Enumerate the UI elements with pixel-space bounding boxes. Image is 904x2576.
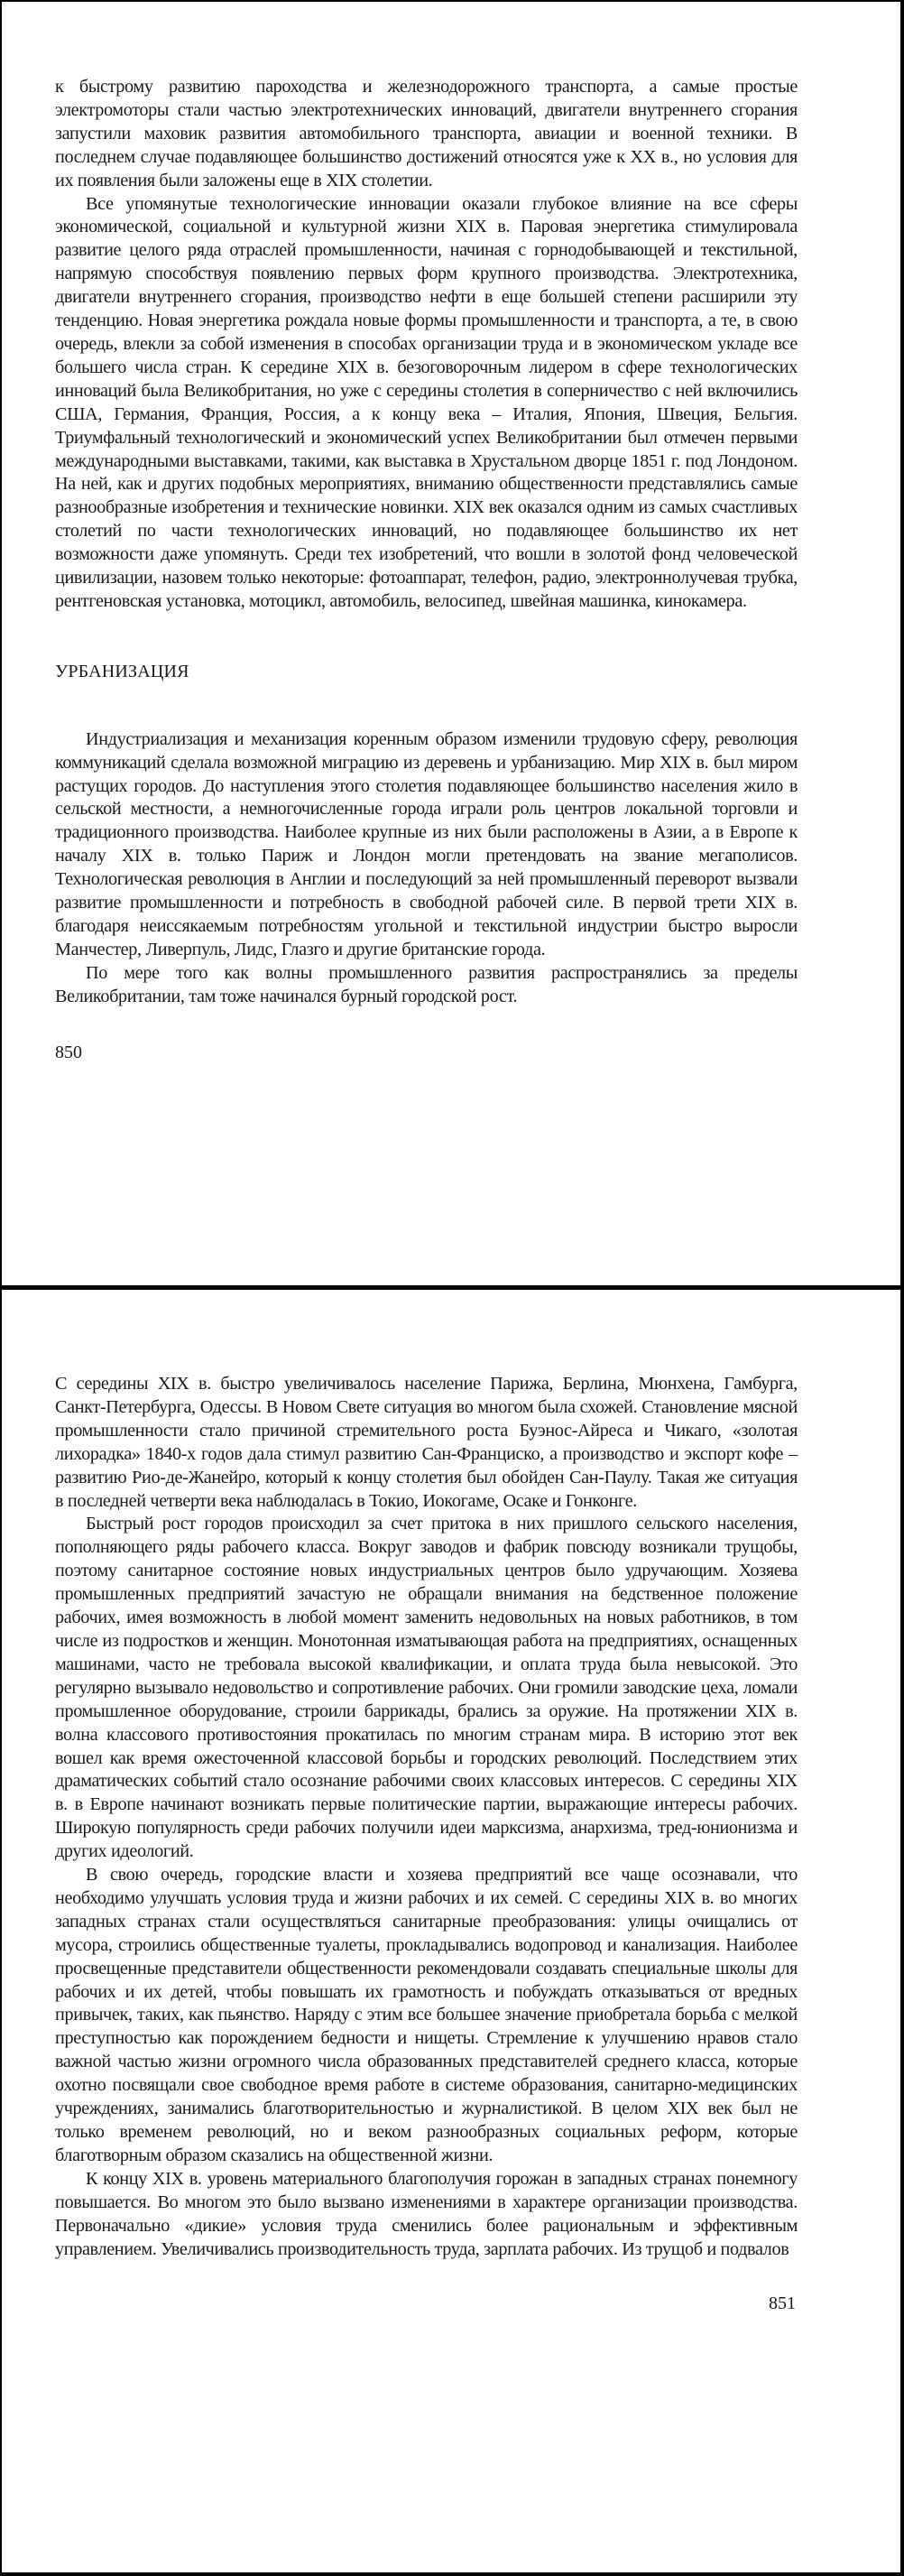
section-heading: УРБАНИЗАЦИЯ <box>55 661 189 681</box>
paragraph: к быстрому развитию пароходства и железнодорожного транспорта, а самые простые электромоторы стали частью электротехнических инноваций, двигатели внутреннего сгорания запустили маховик развития автомобильного транспорта, авиации и военной техники. В последнем случае подавляющее большинство достижений относятся уже к XX в., но условия для их появления были заложены еще в XIX столетии. <box>55 77 798 190</box>
page-body <box>55 76 798 1009</box>
paragraph: В свою очередь, городские власти и хозяева предприятий все чаще осознавали, что необходимо улучшать условия труда и жизни рабочих и их семей. С середины XIX в. во многих западных странах стали осуществляться санитарные преобразования: улицы очищались от мусора, строились общественные туалеты, прокладывались водопровод и канализация. Наиболее просвещенные представители общественности рекомендовали создавать специальные школы для рабочих и их детей, чтобы повышать их грамотность и побуждать отказываться от вредных привычек, таких, как пьянство. Наряду с этим все большее значение приобретала борьба с мелкой преступностью как порождением бедности и нищеты. Стремление к улучшению нравов стало важной частью жизни огромного числа образованных представителей среднего класса, которые охотно посвящали свое свободное время работе в системе образования, санитарно-медицинских учреждениях, занимались благотворительностью и журналистикой. В целом XIX век был не только временем революций, но и веком разнообразных социальных реформ, которые благотворным образом сказались на общественной жизни. <box>55 1865 798 2165</box>
book-page-850 <box>2 2 900 1285</box>
paragraph: Все упомянутые технологические инновации оказали глубокое влияние на все сферы экономической, социальной и культурной жизни XIX в. Паровая энергетика стимулировала развитие целого ряда отраслей промышленности, начиная с горнодобывающей и текстильной, напрямую способствуя появлению первых форм крупного производства. Электротехника, двигатели внутреннего сгорания, производство нефти в еще большей степени расширили эту тенденцию. Новая энергетика рождала новые формы промышленности и транспорта, а те, в свою очередь, влекли за собой изменения в способах организации труда и в экономическом укладе все большего числа стран. К середине XIX в. безоговорочным лидером в сфере технологических инноваций была Великобритания, но уже с середины столетия в соперничество с ней включились США, Германия, Франция, Россия, а к концу века – Италия, Япония, Швеция, Бельгия. Триумфальный технологический и экономический успех Великобритании был отмечен первыми международными выставками, такими, как выставка в Хрустальном дворце 1851 г. под Лондоном. На ней, как и других подобных мероприятиях, вниманию общественности представлялись самые разнообразные изобретения и технические новинки. XIX век оказался одним из самых счастливых столетий по части технологических инноваций, но подавляющее большинство их нет возможности даже упомянуть. Среди тех изобретений, что вошли в золотой фонд человеческой цивилизации, назовем только некоторые: фотоаппарат, телефон, радио, электроннолучевая трубка, рентгеновская установка, мотоцикл, автомобиль, велосипед, швейная машинка, кинокамера. <box>55 193 798 611</box>
paragraph: Индустриализация и механизация коренным образом изменили трудовую сферу, революция коммуникаций сделала возможной миграцию из деревень и урбанизацию. Мир XIX в. был миром растущих городов. До наступления этого столетия подавляющее большинство населения жило в сельской местности, а немногочисленные города играли роль центров локальной торговли и традиционного производства. Наиболее крупные из них были расположены в Азии, а в Европе к началу XIX в. только Париж и Лондон могли претендовать на звание мегаполисов. Технологическая революция в Англии и последующий за ней промышленный переворот вызвали развитие промышленности и потребность в свободной рабочей силе. В первой трети XIX в. благодаря неиссякаемым потребностям угольной и текстильной индустрии быстро выросли Манчестер, Ливерпуль, Лидс, Глазго и другие британские города. <box>55 728 798 959</box>
book-page-851 <box>2 1290 900 2572</box>
paragraph: По мере того как волны промышленного развития распространялись за пределы Великобритании, там тоже начинался бурный городской рост. <box>55 962 798 1006</box>
page-number: 851 <box>769 2293 796 2313</box>
paragraph: К концу XIX в. уровень материального благополучия горожан в западных странах понемногу повышается. Во многом это было вызвано изменениями в характере организации производства. Первоначально «дикие» условия труда сменились более рациональным и эффективным управлением. Увеличивались производительность труда, зарплата рабочих. Из трущоб и подвалов <box>55 2168 798 2259</box>
page-number: 850 <box>55 1042 82 1062</box>
paragraph: С середины XIX в. быстро увеличивалось население Парижа, Берлина, Мюнхена, Гамбурга, Санкт-Петербурга, Одессы. В Новом Свете ситуация во многом была схожей. Становление мясной промышленности стало причиной стремительного роста Буэнос-Айреса и Чикаго, «золотая лихорадка» 1840-х годов дала стимул развитию Сан-Франциско, а производство и экспорт кофе – развитию Рио-де-Жанейро, который к концу столетия был обойден Сан-Паулу. Такая же ситуация в последней четверти века наблюдалась в Токио, Иокогаме, Осаке и Гонконге. <box>55 1374 798 1511</box>
page-body <box>55 1373 798 2261</box>
paragraph: Быстрый рост городов происходил за счет притока в них пришлого сельского населения, пополняющего ряды рабочего класса. Вокруг заводов и фабрик повсюду возникали трущобы, поэтому санитарное состояние новых индустриальных центров было удручающим. Хозяева промышленных предприятий зачастую не обращали внимания на бедственное положение рабочих, имея возможность в любой момент заменить недовольных на новых работников, в том числе из подростков и женщин. Монотонная изматывающая работа на предприятиях, оснащенных машинами, часто не требовала высокой квалификации, и оплата труда была невысокой. Это регулярно вызывало недовольство и сопротивление рабочих. Они громили заводские цеха, ломали промышленное оборудование, строили баррикады, брались за оружие. На протяжении XIX в. волна классового противостояния прокатилась по многим странам мира. В историю этот век вошел как время ожесточенной классовой борьбы и городских революций. Последствием этих драматических событий стало осознание рабочими своих классовых интересов. С середины XIX в. в Европе начинают возникать первые политические партии, выражающие интересы рабочих. Широкую популярность среди рабочих получили идеи марксизма, анархизма, тред-юнионизма и других идеологий. <box>55 1514 798 1862</box>
